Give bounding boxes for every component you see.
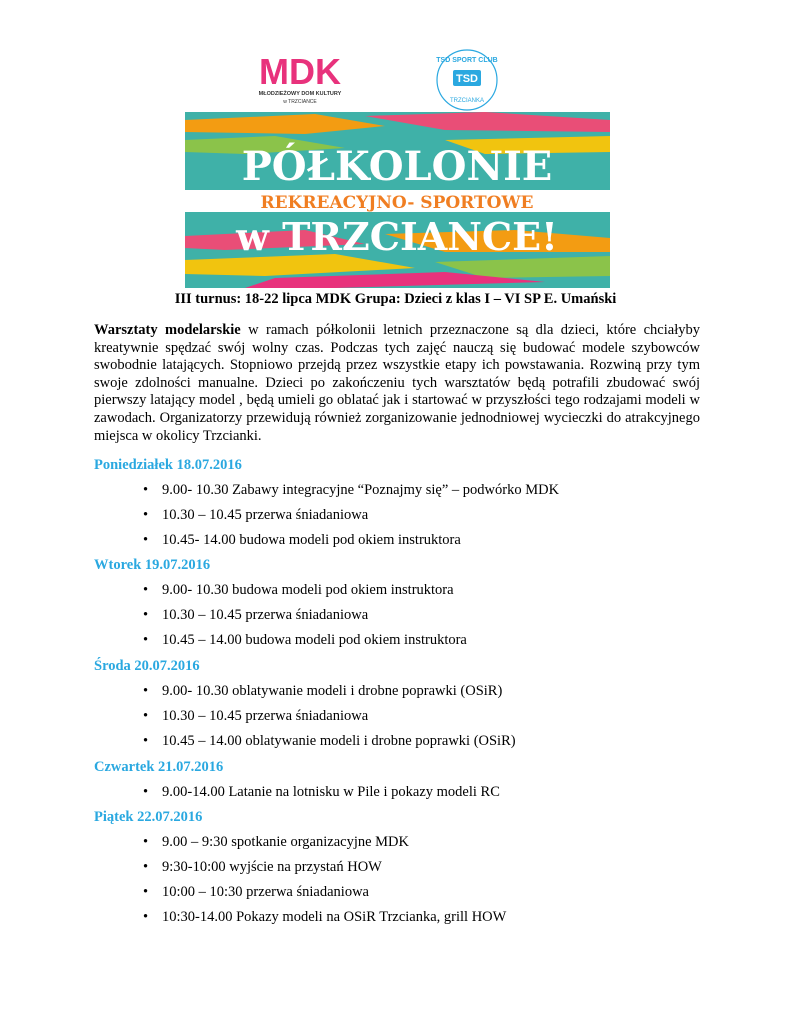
mdk-logo-letters: MDK <box>259 51 341 92</box>
bullet-icon: • <box>143 834 149 850</box>
bullet-icon: • <box>143 784 149 800</box>
turnus-subtitle: III turnus: 18-22 lipca MDK Grupa: Dzieci z klas I – VI SP E. Umański <box>174 291 617 307</box>
bullet-icon: • <box>143 632 149 648</box>
day-heading-tuesday: Wtorek 19.07.2016 <box>94 557 211 573</box>
day-heading-monday: Poniedziałek 18.07.2016 <box>94 457 242 473</box>
bullet-icon: • <box>143 884 149 900</box>
banner-image <box>185 40 610 288</box>
day-heading-wednesday: Środa 20.07.2016 <box>94 658 200 674</box>
banner-title-line2: REKREACYJNO- SPORTOWE <box>260 193 534 213</box>
bullet-icon: • <box>143 482 149 498</box>
bullet-icon: • <box>143 708 149 724</box>
mdk-logo <box>259 51 342 105</box>
club-name: TSD SPORT CLUB <box>436 57 498 64</box>
mdk-logo-line1: MŁODZIEŻOWY DOM KULTURY <box>258 91 342 97</box>
day-heading-thursday: Czwartek 21.07.2016 <box>94 759 224 775</box>
bullet-icon: • <box>143 607 149 623</box>
intro-paragraph <box>94 322 700 445</box>
bullet-icon: • <box>143 507 149 523</box>
bullet-icon: • <box>143 683 149 699</box>
svg-text:TSD: TSD <box>456 73 478 85</box>
intro-text: w ramach półkolonii letnich przeznaczone są dla dzieci, które chciałyby kreatywnie spędzać swój wolny czas. Podczas tych zajęć nauczą się budować modele szybowców swobodnie latających. Stopniowo przejdą przez wszystkie etapy ich powstawania. Rozwiną przy tym swoje zdolności manualne. Dzieci po zakończeniu tych warsztatów będą potrafili zbudować swój pierwszy latający model , będą umieli go oblatać jak i startować w przyszłości tego rodzajami modeli w zawodach. Organizatorzy przewidują również zorganizowanie jednodniowej wycieczki do atrakcyjnego miejsca w okolicy Trzcianki. <box>94 322 700 444</box>
bullet-icon: • <box>143 733 149 749</box>
intro-bold-lead: Warsztaty modelarskie <box>94 322 241 338</box>
banner-title-line1: PÓŁKOLONIE <box>241 143 553 190</box>
club-city: TRZCIANKA <box>449 98 485 104</box>
bullet-icon: • <box>143 582 149 598</box>
bullet-icon: • <box>143 909 149 925</box>
mdk-logo-line2: w TRZCIANCE <box>283 99 317 105</box>
bullet-icon: • <box>143 859 149 875</box>
bullet-icon: • <box>143 532 149 548</box>
day-heading-friday: Piątek 22.07.2016 <box>94 809 203 825</box>
banner-title-line3: w TRZCIANCE! <box>236 214 558 259</box>
